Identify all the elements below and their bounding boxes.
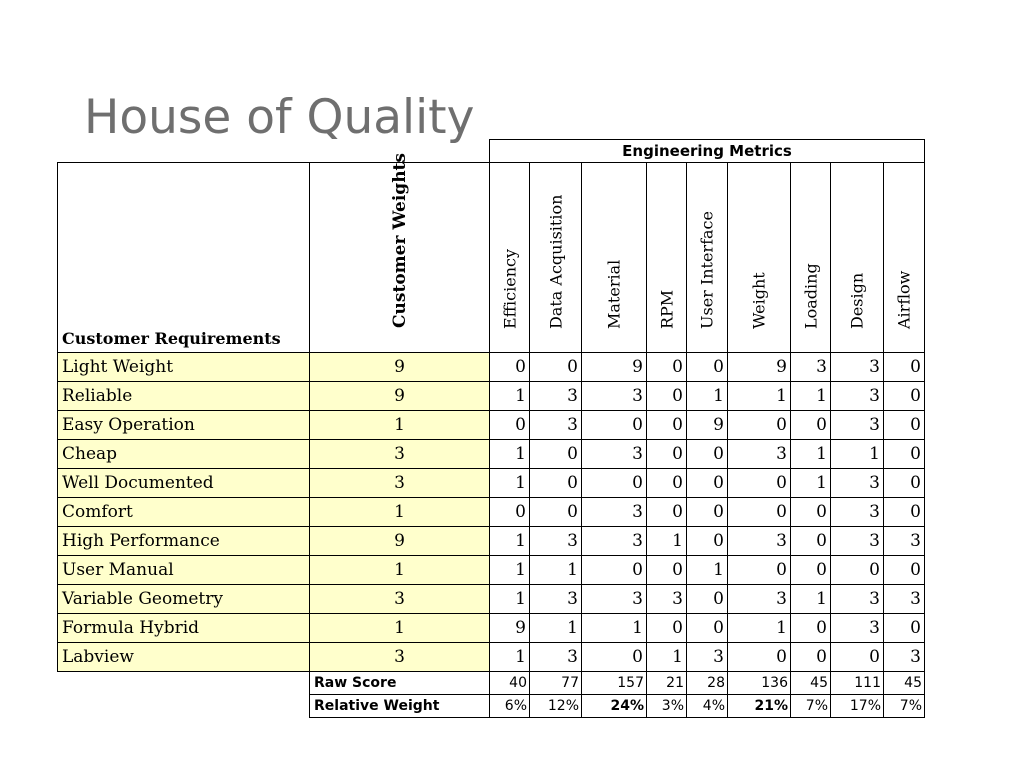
requirement-label: User Manual	[58, 556, 310, 585]
requirement-label: Variable Geometry	[58, 585, 310, 614]
relationship-value: 0	[647, 614, 687, 643]
relationship-value: 1	[647, 527, 687, 556]
customer-weight-value: 1	[310, 411, 490, 440]
customer-weight-value: 3	[310, 643, 490, 672]
relationship-value: 0	[687, 498, 728, 527]
metric-header: Efficiency	[500, 248, 519, 329]
relationship-value: 0	[490, 498, 530, 527]
relationship-value: 0	[791, 556, 831, 585]
customer-requirements-header: Customer Requirements	[58, 163, 310, 353]
relationship-value: 0	[791, 614, 831, 643]
raw-score-row-value: 28	[687, 672, 728, 695]
requirement-label: Labview	[58, 643, 310, 672]
house-of-quality-table	[57, 139, 925, 718]
relationship-value: 0	[647, 556, 687, 585]
relationship-value: 0	[728, 411, 791, 440]
metric-header-cell	[687, 163, 728, 353]
relationship-value: 3	[831, 382, 884, 411]
relationship-value: 1	[490, 440, 530, 469]
relationship-value: 3	[884, 585, 925, 614]
relationship-value: 3	[647, 585, 687, 614]
relationship-value: 3	[831, 469, 884, 498]
metric-header-cell	[582, 163, 647, 353]
relationship-value: 0	[530, 498, 582, 527]
relationship-value: 1	[530, 614, 582, 643]
relationship-value: 0	[791, 498, 831, 527]
metric-header: RPM	[657, 289, 676, 329]
relationship-value: 1	[791, 469, 831, 498]
relationship-value: 1	[791, 585, 831, 614]
relationship-value: 9	[687, 411, 728, 440]
raw-score-row-value: 45	[791, 672, 831, 695]
requirement-label: Well Documented	[58, 469, 310, 498]
relationship-value: 1	[530, 556, 582, 585]
relationship-value: 0	[687, 585, 728, 614]
metric-header: Weight	[749, 272, 769, 329]
relationship-value: 1	[687, 556, 728, 585]
requirement-label: High Performance	[58, 527, 310, 556]
metric-header-cell	[728, 163, 791, 353]
table-row	[58, 411, 925, 440]
relative-weight-row	[58, 695, 925, 718]
relationship-value: 3	[791, 353, 831, 382]
relationship-value: 0	[884, 353, 925, 382]
requirement-label: Comfort	[58, 498, 310, 527]
relationship-value: 3	[831, 353, 884, 382]
relationship-value: 1	[490, 527, 530, 556]
relationship-value: 3	[831, 498, 884, 527]
relationship-value: 0	[728, 643, 791, 672]
relationship-value: 0	[490, 353, 530, 382]
relationship-value: 0	[490, 411, 530, 440]
relationship-value: 3	[582, 527, 647, 556]
metric-header: Airflow	[894, 270, 914, 329]
raw-score-row-value: 77	[530, 672, 582, 695]
relationship-value: 9	[490, 614, 530, 643]
customer-weight-value: 1	[310, 556, 490, 585]
relationship-value: 9	[582, 353, 647, 382]
raw-score-row	[58, 672, 925, 695]
relationship-value: 1	[791, 382, 831, 411]
relationship-value: 0	[884, 556, 925, 585]
customer-weight-value: 9	[310, 353, 490, 382]
relationship-value: 1	[490, 643, 530, 672]
table-row	[58, 556, 925, 585]
table-row	[58, 585, 925, 614]
relative-weight-row-value: 7%	[884, 695, 925, 718]
relationship-value: 3	[884, 527, 925, 556]
relationship-value: 0	[647, 411, 687, 440]
relative-weight-row-value: 24%	[582, 695, 647, 718]
raw-score-row-value: 157	[582, 672, 647, 695]
requirement-label: Easy Operation	[58, 411, 310, 440]
customer-weight-value: 3	[310, 469, 490, 498]
metric-header-cell	[831, 163, 884, 353]
customer-weight-value: 1	[310, 498, 490, 527]
relationship-value: 0	[582, 643, 647, 672]
relative-weight-row-value: 17%	[831, 695, 884, 718]
customer-weight-value: 3	[310, 440, 490, 469]
relationship-value: 0	[530, 469, 582, 498]
relationship-value: 3	[530, 527, 582, 556]
requirement-label: Reliable	[58, 382, 310, 411]
customer-weight-value: 9	[310, 527, 490, 556]
relative-weight-row-value: 21%	[728, 695, 791, 718]
relationship-value: 1	[831, 440, 884, 469]
raw-score-row-value: 111	[831, 672, 884, 695]
relationship-value: 0	[884, 411, 925, 440]
relationship-value: 0	[831, 556, 884, 585]
table-row	[58, 643, 925, 672]
relationship-value: 0	[647, 469, 687, 498]
requirement-label: Formula Hybrid	[58, 614, 310, 643]
relationship-value: 3	[728, 527, 791, 556]
raw-score-row-value: 21	[647, 672, 687, 695]
metric-header: Data Acquisition	[546, 194, 565, 329]
table-row	[58, 498, 925, 527]
customer-weights-header-cell	[310, 153, 490, 353]
requirement-label: Cheap	[58, 440, 310, 469]
raw-score-row-value: 136	[728, 672, 791, 695]
relationship-value: 0	[884, 382, 925, 411]
relative-weight-row-value: 6%	[490, 695, 530, 718]
metric-header-cell	[530, 163, 582, 353]
table-row	[58, 614, 925, 643]
relationship-value: 0	[687, 353, 728, 382]
relationship-value: 0	[530, 440, 582, 469]
relationship-value: 3	[582, 585, 647, 614]
relationship-value: 3	[831, 614, 884, 643]
relationship-value: 0	[791, 643, 831, 672]
customer-weights-header: Customer Weights	[389, 153, 410, 328]
relationship-value: 3	[831, 411, 884, 440]
relationship-value: 1	[791, 440, 831, 469]
relationship-value: 9	[728, 353, 791, 382]
raw-score-row-label: Raw Score	[310, 672, 490, 695]
relationship-value: 0	[884, 614, 925, 643]
relationship-value: 3	[582, 382, 647, 411]
metric-header: Loading	[801, 263, 820, 329]
metric-header-cell	[490, 163, 530, 353]
relative-weight-row-label: Relative Weight	[310, 695, 490, 718]
relationship-value: 0	[884, 498, 925, 527]
relationship-value: 0	[647, 440, 687, 469]
relationship-value: 0	[884, 469, 925, 498]
metric-header: Design	[847, 272, 867, 329]
relationship-value: 1	[490, 469, 530, 498]
relationship-value: 1	[490, 382, 530, 411]
metric-header: Material	[604, 259, 624, 329]
table-row	[58, 382, 925, 411]
relationship-value: 0	[687, 527, 728, 556]
relationship-value: 1	[490, 585, 530, 614]
requirement-label: Light Weight	[58, 353, 310, 382]
relationship-value: 1	[728, 382, 791, 411]
customer-weight-value: 9	[310, 382, 490, 411]
relationship-value: 0	[791, 527, 831, 556]
relationship-value: 3	[582, 440, 647, 469]
relationship-value: 0	[728, 469, 791, 498]
table-row	[58, 440, 925, 469]
relationship-value: 3	[530, 382, 582, 411]
relationship-value: 3	[530, 643, 582, 672]
relationship-value: 0	[582, 411, 647, 440]
relationship-value: 0	[647, 353, 687, 382]
relative-weight-row-value: 7%	[791, 695, 831, 718]
relationship-value: 0	[687, 469, 728, 498]
relationship-value: 1	[647, 643, 687, 672]
metric-header-cell	[884, 163, 925, 353]
relationship-value: 0	[647, 382, 687, 411]
engineering-metrics-header: Engineering Metrics	[490, 140, 925, 163]
raw-score-row-value: 45	[884, 672, 925, 695]
relationship-value: 3	[530, 411, 582, 440]
relationship-value: 3	[687, 643, 728, 672]
relationship-value: 0	[647, 498, 687, 527]
relative-weight-row-value: 12%	[530, 695, 582, 718]
relationship-value: 0	[884, 440, 925, 469]
relationship-value: 0	[530, 353, 582, 382]
relationship-value: 0	[791, 411, 831, 440]
relationship-value: 1	[687, 382, 728, 411]
relationship-value: 0	[582, 469, 647, 498]
relationship-value: 0	[687, 614, 728, 643]
relationship-value: 1	[490, 556, 530, 585]
relationship-value: 3	[530, 585, 582, 614]
table-row	[58, 527, 925, 556]
table-row	[58, 469, 925, 498]
relative-weight-row-value: 4%	[687, 695, 728, 718]
relationship-value: 3	[831, 527, 884, 556]
relationship-value: 0	[831, 643, 884, 672]
page-title: House of Quality	[84, 90, 475, 145]
relationship-value: 3	[884, 643, 925, 672]
customer-weight-value: 3	[310, 585, 490, 614]
relationship-value: 1	[582, 614, 647, 643]
relative-weight-row-value: 3%	[647, 695, 687, 718]
relationship-value: 3	[728, 585, 791, 614]
relationship-value: 1	[728, 614, 791, 643]
table-row	[58, 353, 925, 382]
raw-score-row-value: 40	[490, 672, 530, 695]
metric-header: User Interface	[697, 211, 717, 329]
relationship-value: 0	[728, 498, 791, 527]
metric-header-cell	[791, 163, 831, 353]
relationship-value: 3	[582, 498, 647, 527]
relationship-value: 3	[831, 585, 884, 614]
relationship-value: 0	[728, 556, 791, 585]
metric-header-cell	[647, 163, 687, 353]
relationship-value: 0	[687, 440, 728, 469]
relationship-value: 3	[728, 440, 791, 469]
customer-weight-value: 1	[310, 614, 490, 643]
relationship-value: 0	[582, 556, 647, 585]
